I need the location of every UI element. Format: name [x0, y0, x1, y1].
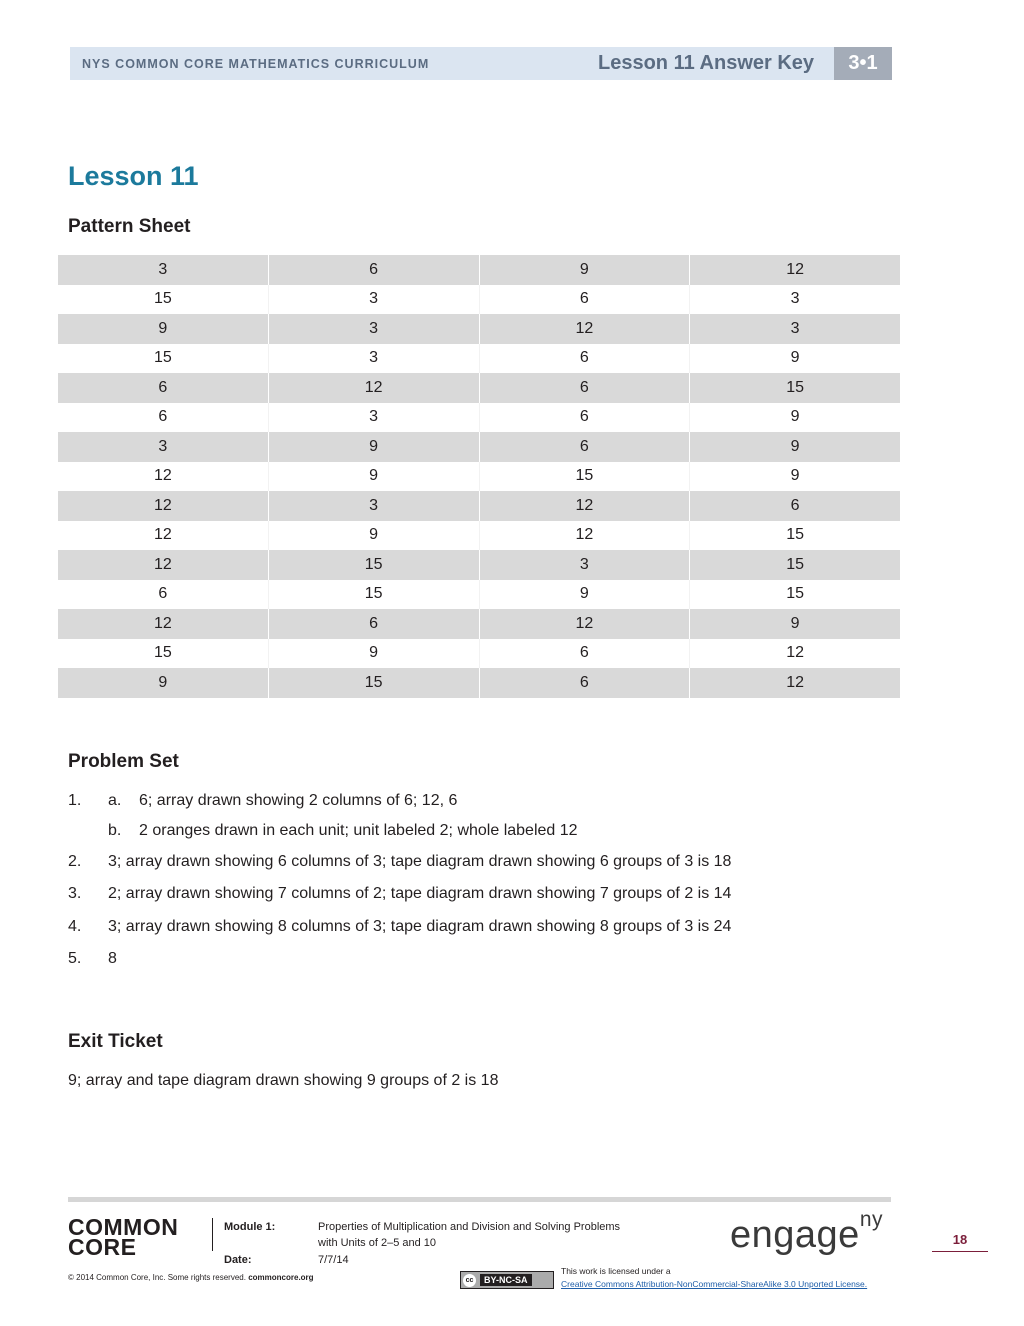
grade-module-badge: 3•1 — [834, 47, 892, 80]
problem-answer: 8 — [108, 950, 117, 967]
pattern-cell: 6 — [268, 609, 479, 639]
copyright-notice — [68, 1273, 314, 1282]
pattern-row — [58, 462, 900, 492]
problem-answer: 3; array drawn showing 8 columns of 3; tape diagram drawn showing 8 groups of 3 is 24 — [108, 918, 732, 935]
pattern-cell: 9 — [268, 521, 479, 551]
pattern-cell: 12 — [58, 550, 268, 580]
pattern-cell: 6 — [479, 668, 690, 698]
problem-answer: 6; array drawn showing 2 columns of 6; 12, 6 — [139, 792, 458, 809]
pattern-cell: 6 — [58, 373, 268, 403]
problem-answer: 3; array drawn showing 6 columns of 3; tape diagram drawn showing 6 groups of 3 is 18 — [108, 853, 732, 870]
ny-superscript: ny — [859, 1208, 883, 1231]
pattern-cell: 12 — [690, 255, 900, 285]
logo-word-common: COMMON — [68, 1214, 179, 1240]
pattern-cell: 12 — [58, 491, 268, 521]
pattern-cell: 6 — [479, 344, 690, 374]
engageny-logo — [730, 1208, 883, 1257]
pattern-cell: 15 — [268, 580, 479, 610]
pattern-row — [58, 403, 900, 433]
pattern-cell: 15 — [690, 373, 900, 403]
pattern-cell: 9 — [690, 609, 900, 639]
page-number: 18 — [932, 1232, 988, 1252]
pattern-cell: 9 — [690, 344, 900, 374]
pattern-cell: 6 — [158, 585, 168, 603]
license-badge-label: BY-NC-SA — [480, 1274, 532, 1286]
pattern-cell: 15 — [153, 290, 172, 308]
pattern-cell: 9 — [58, 314, 268, 344]
footer-divider — [68, 1197, 891, 1202]
pattern-cell: 9 — [268, 432, 479, 462]
pattern-cell: 3 — [479, 550, 690, 580]
pattern-cell: 6 — [479, 403, 690, 433]
pattern-cell: 15 — [153, 349, 172, 367]
module-title-line1: Properties of Multiplication and Division and Solving Problems — [318, 1221, 621, 1233]
problem-sub-label: b. — [108, 822, 122, 839]
pattern-cell: 6 — [479, 373, 690, 403]
problem-set-heading: Problem Set — [68, 751, 179, 772]
footer-vertical-divider — [212, 1218, 213, 1251]
pattern-cell: 15 — [479, 462, 690, 492]
pattern-cell: 15 — [268, 550, 479, 580]
problem-answer: 2 oranges drawn in each unit; unit labeled 2; whole labeled 12 — [139, 822, 578, 839]
pattern-cell: 15 — [690, 580, 900, 610]
pattern-cell: 6 — [268, 255, 479, 285]
exit-ticket-answer: 9; array and tape diagram drawn showing 9 groups of 2 is 18 — [68, 1072, 499, 1089]
pattern-row — [58, 373, 900, 403]
cc-license-badge — [460, 1271, 554, 1289]
answer-key-title: Lesson 11 Answer Key — [598, 52, 815, 74]
logo-word-core: CORE — [68, 1234, 137, 1260]
license-link[interactable]: Creative Commons Attribution-NonCommercial-ShareAlike 3.0 Unported License. — [561, 1279, 868, 1289]
problem-number: 4. — [68, 918, 82, 935]
pattern-cell: 3 — [268, 403, 479, 433]
pattern-row — [58, 668, 900, 698]
pattern-row — [58, 521, 900, 551]
problem-number: 2. — [68, 853, 82, 870]
pattern-cell: 9 — [268, 639, 479, 669]
problem-answer: 2; array drawn showing 7 columns of 2; tape diagram drawn showing 7 groups of 2 is 14 — [108, 885, 732, 902]
pattern-row — [58, 491, 900, 521]
date-value: 7/7/14 — [318, 1254, 349, 1266]
pattern-cell: 9 — [268, 462, 479, 492]
pattern-row — [58, 609, 900, 639]
pattern-cell: 6 — [479, 285, 690, 315]
problem-sub-label: a. — [108, 792, 122, 809]
pattern-sheet-table — [58, 255, 900, 698]
pattern-row — [58, 285, 900, 315]
pattern-cell: 12 — [479, 314, 690, 344]
pattern-cell: 12 — [479, 491, 690, 521]
pattern-cell: 3 — [268, 314, 479, 344]
pattern-cell: 6 — [690, 491, 900, 521]
pattern-row — [58, 432, 900, 462]
pattern-cell: 12 — [690, 639, 900, 669]
pattern-cell: 9 — [690, 462, 900, 492]
pattern-cell: 12 — [58, 609, 268, 639]
copyright-text: © 2014 Common Core, Inc. Some rights reserved. — [68, 1273, 249, 1282]
pattern-cell: 12 — [479, 521, 690, 551]
curriculum-title: NYS COMMON CORE MATHEMATICS CURRICULUM — [82, 57, 430, 71]
pattern-row — [58, 344, 900, 374]
pattern-cell: 9 — [479, 255, 690, 285]
pattern-cell: 9 — [479, 580, 690, 610]
pattern-cell: 9 — [690, 403, 900, 433]
lesson-title: Lesson 11 — [68, 161, 199, 191]
problem-number: 3. — [68, 885, 82, 902]
pattern-cell: 9 — [58, 668, 268, 698]
license-text: This work is licensed under a — [561, 1266, 671, 1276]
pattern-row — [58, 550, 900, 580]
module-title-line2: with Units of 2–5 and 10 — [318, 1237, 437, 1249]
pattern-cell: 15 — [690, 521, 900, 551]
pattern-cell: 15 — [690, 550, 900, 580]
date-label: Date: — [224, 1254, 252, 1266]
pattern-sheet-heading: Pattern Sheet — [68, 216, 191, 237]
pattern-cell: 3 — [690, 285, 900, 315]
copyright-site: commoncore.org — [248, 1273, 314, 1282]
pattern-cell: 3 — [268, 344, 479, 374]
pattern-cell: 3 — [268, 285, 479, 315]
pattern-row — [58, 314, 900, 344]
pattern-cell: 3 — [268, 491, 479, 521]
pattern-cell: 3 — [58, 432, 268, 462]
pattern-cell: 12 — [479, 609, 690, 639]
pattern-row — [58, 580, 900, 610]
cc-icon: cc — [463, 1274, 476, 1287]
pattern-row — [58, 255, 900, 285]
module-label: Module 1: — [224, 1221, 276, 1233]
pattern-cell: 6 — [158, 408, 168, 426]
pattern-cell: 12 — [268, 373, 479, 403]
exit-ticket-heading: Exit Ticket — [68, 1031, 163, 1052]
pattern-cell: 3 — [58, 255, 268, 285]
pattern-cell: 12 — [153, 526, 172, 544]
pattern-row — [58, 639, 900, 669]
pattern-cell: 6 — [479, 432, 690, 462]
problem-number: 5. — [68, 950, 82, 967]
pattern-cell: 3 — [690, 314, 900, 344]
pattern-cell: 12 — [153, 467, 172, 485]
pattern-cell: 15 — [268, 668, 479, 698]
pattern-cell: 6 — [479, 639, 690, 669]
engage-word: engage — [730, 1214, 860, 1256]
pattern-cell: 9 — [690, 432, 900, 462]
pattern-cell: 12 — [690, 668, 900, 698]
pattern-cell: 15 — [153, 644, 172, 662]
problem-number: 1. — [68, 792, 82, 809]
common-core-logo — [68, 1214, 198, 1260]
